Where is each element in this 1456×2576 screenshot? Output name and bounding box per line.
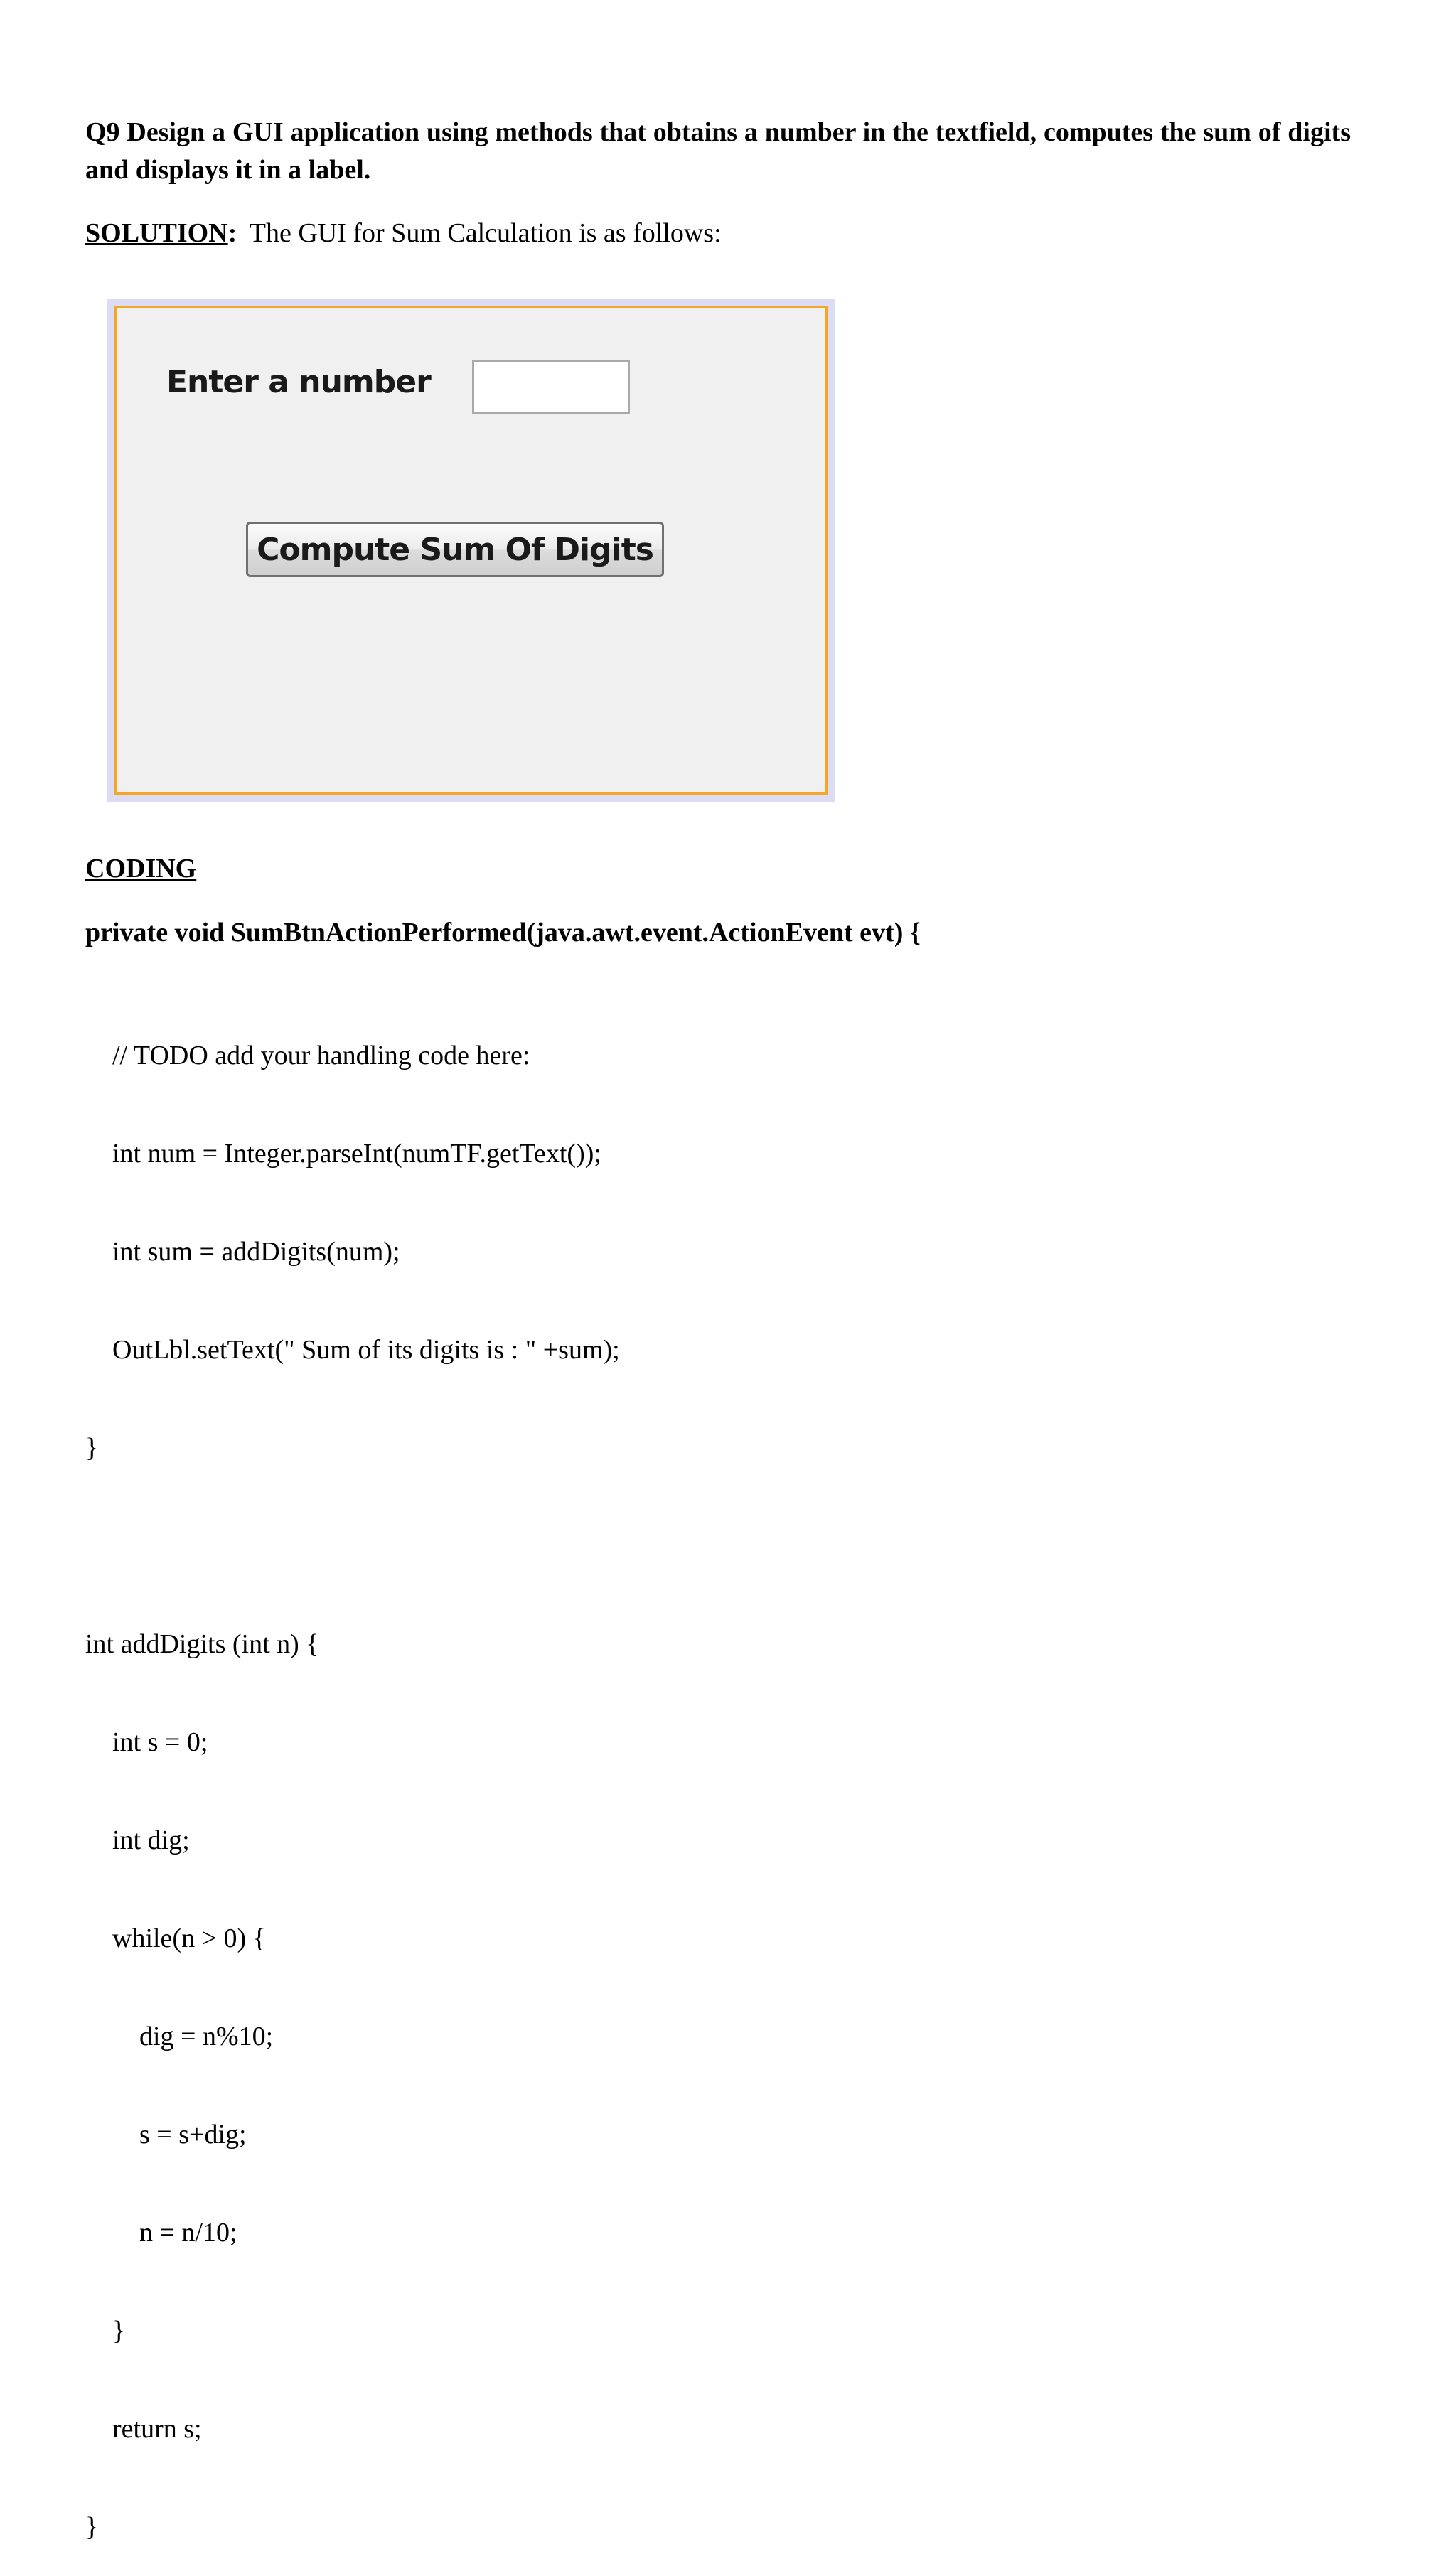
code-line: dig = n%10; (85, 2022, 274, 2051)
solution-line (85, 213, 722, 253)
question-text: Q9 Design a GUI application using methods that obtains a number in the textfield, computes the sum of digits and displays it in a label. (85, 117, 1351, 185)
code-line: } (85, 2316, 126, 2346)
code-line: // TODO add your handling code here: (85, 1041, 530, 1070)
compute-sum-button[interactable]: Compute Sum Of Digits (246, 522, 664, 577)
code-line: } (85, 1433, 99, 1463)
code-line: int num = Integer.parseInt(numTF.getText()); (85, 1139, 601, 1169)
code-spacer (85, 1530, 620, 1562)
gui-screenshot (107, 299, 835, 802)
number-text-field[interactable] (472, 360, 630, 414)
enter-number-label: Enter a number (166, 364, 431, 400)
code-line: int addDigits (int n) { (85, 1629, 319, 1659)
code-line: return s; (85, 2414, 202, 2444)
code-line: } (85, 2512, 99, 2542)
code-line: int s = 0; (85, 1727, 208, 1757)
gui-form-frame (114, 306, 828, 795)
solution-colon: : (228, 218, 237, 248)
code-line: int dig; (85, 1825, 190, 1855)
code-line: OutLbl.setText(" Sum of its digits is : " +sum); (85, 1335, 620, 1365)
code-line: while(n > 0) { (85, 1923, 266, 1953)
code-line: s = s+dig; (85, 2120, 247, 2150)
method-signature: private void SumBtnActionPerformed(java.awt.event.ActionEvent evt) { (85, 918, 921, 948)
code-block (85, 974, 620, 2576)
coding-heading: CODING (85, 854, 197, 884)
solution-heading: SOLUTION (85, 218, 228, 248)
solution-text: The GUI for Sum Calculation is as follows: (249, 218, 722, 248)
code-line: n = n/10; (85, 2218, 237, 2248)
code-line: int sum = addDigits(num); (85, 1237, 400, 1267)
